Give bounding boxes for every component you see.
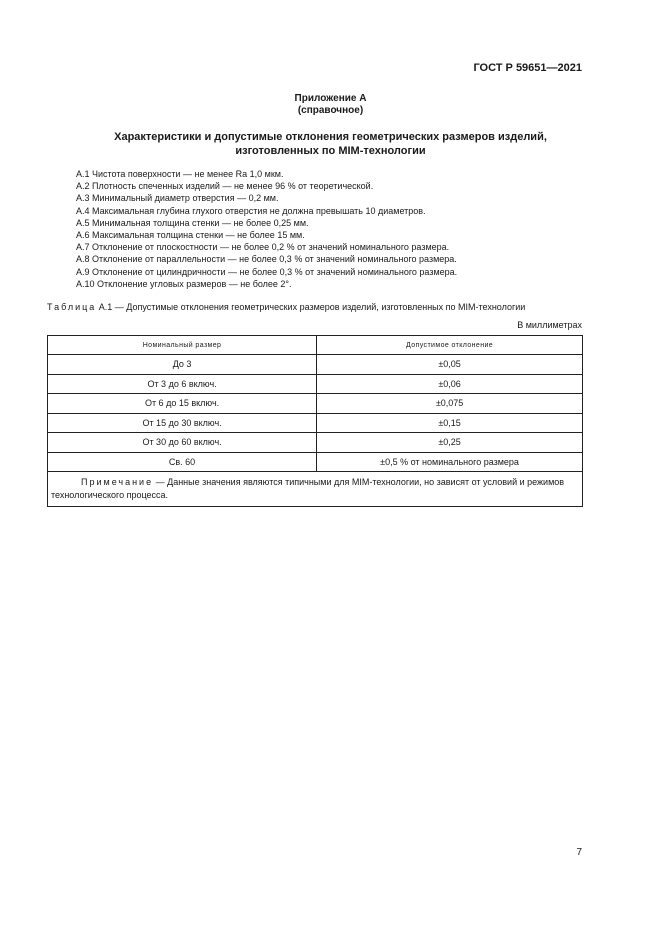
table-header-row [48,336,583,355]
table-cell: От 15 до 30 включ. [48,413,317,433]
section-title-line1: Характеристики и допустимые отклонения геометрических размеров изделий, [114,131,547,143]
table-cell: От 3 до 6 включ. [48,374,317,394]
table-cell: ±0,5 % от номинального размера [317,452,583,472]
table-cell: От 30 до 60 включ. [48,433,317,453]
table-note-label: Примечание [81,477,154,487]
column-header-tolerance: Допустимое отклонение [317,336,583,355]
appendix-label: Приложение А [294,93,367,104]
table-cell: До 3 [48,355,317,375]
table-row [48,374,583,394]
list-item: А.2 Плотность спеченных изделий — не менее 96 % от теоретической. [76,181,374,192]
table-unit: В миллиметрах [517,320,582,330]
table-cell: ±0,05 [317,355,583,375]
table-row [48,433,583,453]
appendix-heading [0,93,661,117]
table-caption [47,302,525,312]
list-item: А.4 Максимальная глубина глухого отверстия не должна превышать 10 диаметров. [76,205,426,216]
requirements-list [76,168,457,290]
section-title-line2: изготовленных по MIM-технологии [235,145,426,157]
list-item: А.7 Отклонение от плоскостности — не более 0,2 % от значений номинального размера. [76,242,450,253]
table-note-text: — Данные значения являются типичными для MIM-технологии, но зависят от условий и режимов технологического процесса. [51,477,565,500]
table-note-row [48,472,583,507]
table-note [48,472,583,507]
table-cell: От 6 до 15 включ. [48,394,317,414]
table-cell: ±0,06 [317,374,583,394]
table-caption-label: Таблица [47,302,97,312]
list-item: А.5 Минимальная толщина стенки — не более 0,25 мм. [76,217,309,228]
table-row [48,394,583,414]
document-code: ГОСТ Р 59651—2021 [473,62,582,74]
column-header-nominal-size: Номинальный размер [48,336,317,355]
table-cell: ±0,25 [317,433,583,453]
table-row [48,355,583,375]
list-item: А.1 Чистота поверхности — не менее Ra 1,0 мкм. [76,169,284,179]
list-item: А.6 Максимальная толщина стенки — не более 15 мм. [76,230,305,241]
table-cell: Св. 60 [48,452,317,472]
table-row [48,413,583,433]
list-item: А.3 Минимальный диаметр отверстия — 0,2 мм. [76,193,279,204]
section-title [60,130,601,158]
table-cell: ±0,075 [317,394,583,414]
list-item: А.10 Отклонение угловых размеров — не более 2°. [76,278,292,289]
table-caption-text: А.1 — Допустимые отклонения геометрических размеров изделий, изготовленных по MIM-технологии [96,302,526,312]
tolerance-table [47,335,583,507]
table-cell: ±0,15 [317,413,583,433]
table-row [48,452,583,472]
page-number: 7 [576,847,582,858]
list-item: А.9 Отклонение от цилиндричности — не более 0,3 % от значений номинального размера. [76,266,458,277]
list-item: А.8 Отклонение от параллельности — не более 0,3 % от значений номинального размера. [76,254,457,265]
appendix-type: (справочное) [297,105,364,116]
